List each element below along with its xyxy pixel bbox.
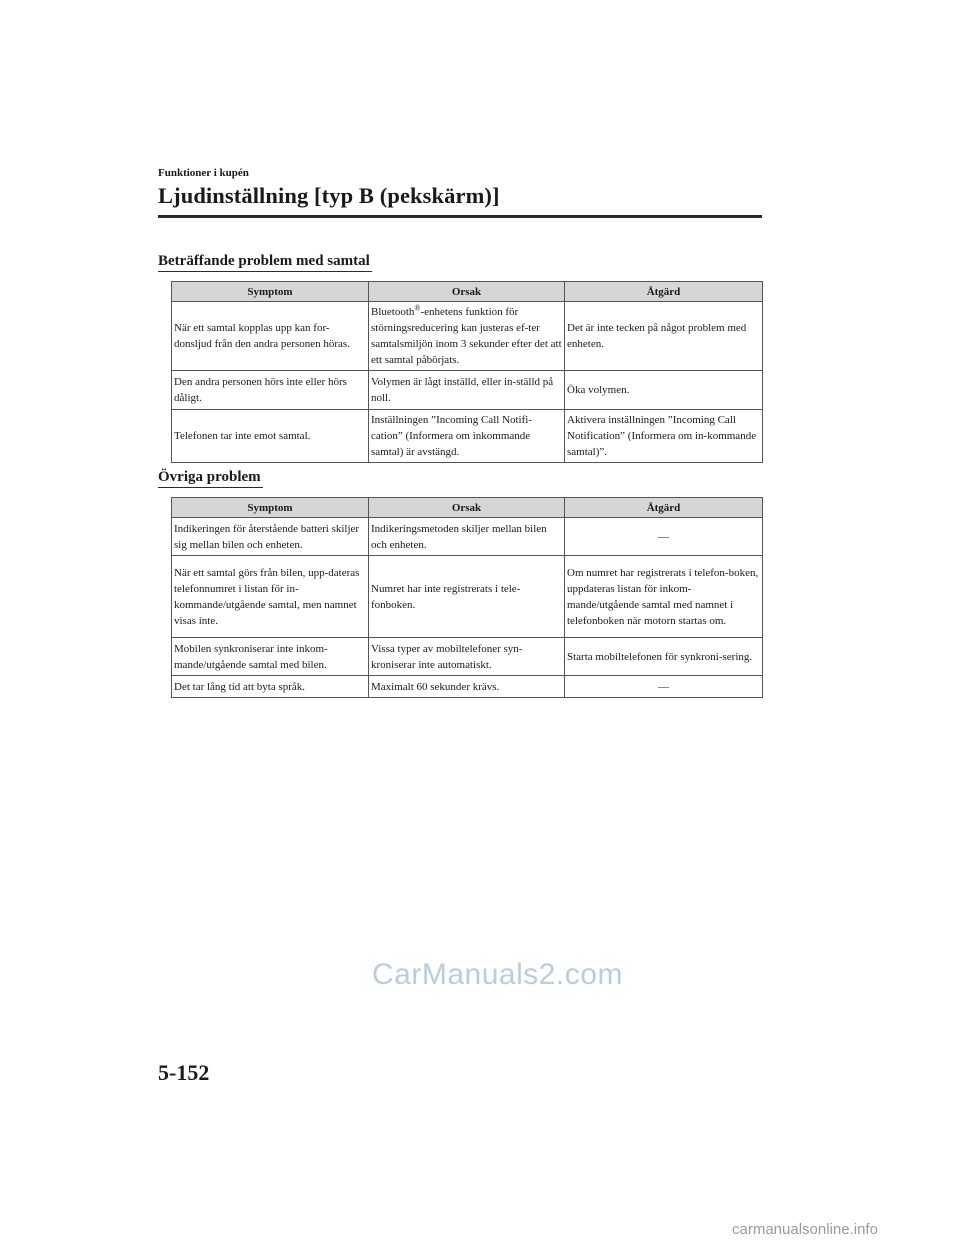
table-row [172,518,763,556]
cause-cell: Inställningen ”Incoming Call Notifi-cation” (Informera om inkommande samtal) är avstängd. [369,410,565,463]
column-header-symptom: Symptom [172,498,369,518]
title-rule [158,215,762,218]
table-header-row [172,498,763,518]
symptom-cell: Det tar lång tid att byta språk. [172,676,369,698]
column-header-cause: Orsak [369,282,565,302]
site-watermark: carmanualsonline.info [732,1221,878,1238]
table-row [172,638,763,676]
cause-cell: Indikeringsmetoden skiljer mellan bilen och enheten. [369,518,565,556]
page-number: 5-152 [158,1060,210,1085]
symptom-cell: När ett samtal kopplas upp kan for-donsljud från den andra personen höras. [172,302,369,371]
page-title: Ljudinställning [typ B (pekskärm)] [158,183,500,208]
action-cell: Om numret har registrerats i telefon-boken, uppdateras listan för inkom-mande/utgående samtal med namnet i telefonboken när motorn startas om. [565,556,763,638]
symptom-cell: Den andra personen hörs inte eller hörs dåligt. [172,371,369,410]
action-cell: — [565,676,763,698]
section-heading-call-problems: Beträffande problem med samtal [158,253,372,272]
action-cell: Öka volymen. [565,371,763,410]
call-problems-table [171,281,763,463]
cause-cell: Volymen är lågt inställd, eller in-ställd på noll. [369,371,565,410]
watermark-logo: CarManuals2.com [372,958,623,991]
symptom-cell: Indikeringen för återstående batteri skiljer sig mellan bilen och enheten. [172,518,369,556]
symptom-cell: När ett samtal görs från bilen, upp-dateras telefonnumret i listan för in-kommande/utgående samtal, men namnet visas inte. [172,556,369,638]
action-cell: — [565,518,763,556]
other-problems-table [171,497,763,698]
table-row [172,410,763,463]
action-cell: Starta mobiltelefonen för synkroni-sering. [565,638,763,676]
column-header-cause: Orsak [369,498,565,518]
cause-cell: Vissa typer av mobiltelefoner syn-kroniserar inte automatiskt. [369,638,565,676]
cause-cell: Maximalt 60 sekunder krävs. [369,676,565,698]
cause-cell: Bluetooth®-enhetens funktion för störningsreducering kan justeras ef-ter samtalsmiljön inom 3 sekunder efter det att ett samtal påbörjats. [369,302,565,371]
table-row [172,371,763,410]
chapter-label: Funktioner i kupén [158,167,249,179]
cause-cell: Numret har inte registrerats i tele-fonboken. [369,556,565,638]
symptom-cell: Telefonen tar inte emot samtal. [172,410,369,463]
column-header-action: Åtgärd [565,282,763,302]
symptom-cell: Mobilen synkroniserar inte inkom-mande/utgående samtal med bilen. [172,638,369,676]
action-cell: Det är inte tecken på något problem med enheten. [565,302,763,371]
table-row [172,302,763,371]
column-header-action: Åtgärd [565,498,763,518]
column-header-symptom: Symptom [172,282,369,302]
section-heading-other-problems: Övriga problem [158,469,263,488]
table-header-row [172,282,763,302]
table-row [172,676,763,698]
action-cell: Aktivera inställningen ”Incoming Call Notification” (Informera om in-kommande samtal)”. [565,410,763,463]
table-row [172,556,763,638]
